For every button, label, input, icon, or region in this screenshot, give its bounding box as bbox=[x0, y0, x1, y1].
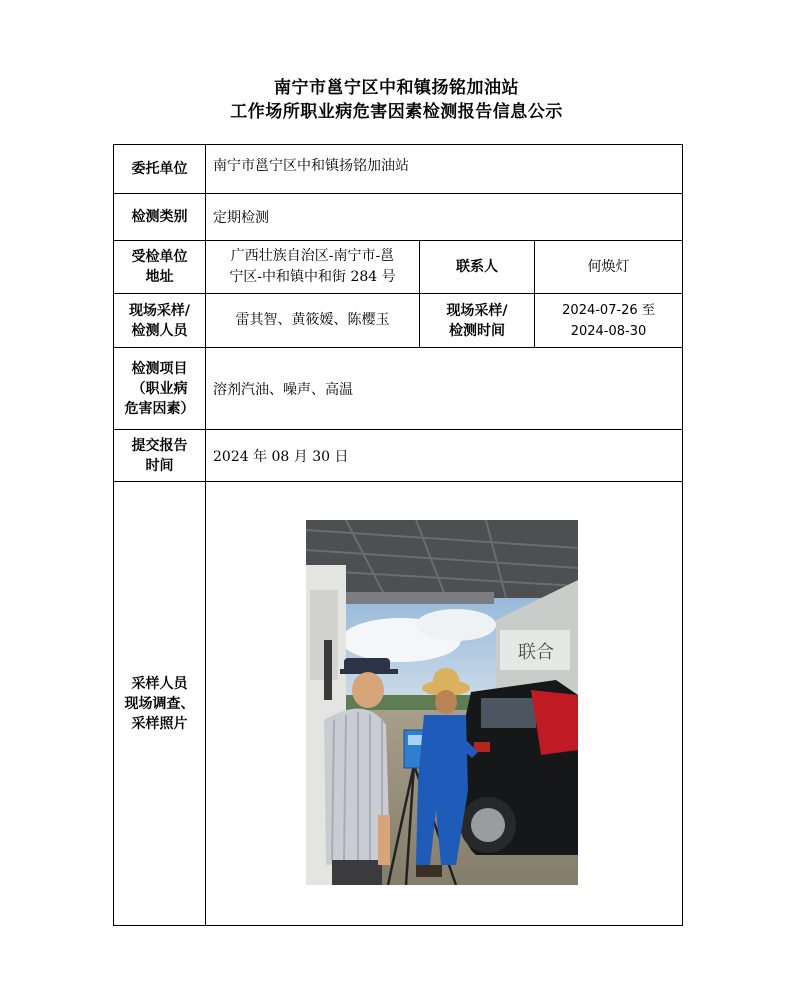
table-row bbox=[114, 482, 683, 926]
photo-cell bbox=[206, 482, 683, 926]
staff-label-line1: 现场采样/ bbox=[128, 302, 191, 319]
type-label: 检测类别 bbox=[131, 209, 188, 225]
staff-label-cell bbox=[114, 294, 206, 348]
time-value-line2: 2024-08-30 bbox=[570, 323, 647, 339]
station-sign-text: 联合 bbox=[518, 642, 554, 663]
type-label-cell bbox=[114, 194, 206, 241]
address-label-cell bbox=[114, 241, 206, 294]
client-value-cell bbox=[206, 145, 683, 194]
time-value-line1: 2024-07-26 至 bbox=[562, 302, 655, 318]
items-value: 溶剂汽油、噪声、高温 bbox=[213, 381, 353, 398]
report-value: 2024 年 08 月 30 日 bbox=[213, 448, 349, 465]
client-value: 南宁市邕宁区中和镇扬铭加油站 bbox=[213, 158, 409, 174]
address-value-line2: 宁区-中和镇中和街 284 号 bbox=[229, 269, 396, 285]
table-row bbox=[114, 430, 683, 482]
items-label-line2: （职业病 bbox=[131, 380, 188, 397]
address-label-line2: 地址 bbox=[145, 269, 174, 285]
table-row bbox=[114, 241, 683, 294]
table-row bbox=[114, 194, 683, 241]
time-value-cell bbox=[535, 294, 683, 348]
client-label: 委托单位 bbox=[131, 161, 188, 177]
report-value-cell bbox=[206, 430, 683, 482]
doc-title-line2: 工作场所职业病危害因素检测报告信息公示 bbox=[230, 102, 563, 122]
table-row bbox=[114, 294, 683, 348]
staff-value: 雷其智、黄筱嫒、陈樱玉 bbox=[235, 312, 390, 328]
contact-value-cell bbox=[535, 241, 683, 294]
client-label-cell bbox=[114, 145, 206, 194]
items-label-cell bbox=[114, 348, 206, 430]
report-label-line1: 提交报告 bbox=[131, 437, 188, 454]
type-value: 定期检测 bbox=[213, 210, 269, 226]
time-label-line2: 检测时间 bbox=[449, 322, 505, 339]
report-label-cell bbox=[114, 430, 206, 482]
report-label-line2: 时间 bbox=[145, 457, 174, 474]
time-label-line1: 现场采样/ bbox=[446, 302, 508, 319]
items-label-line3: 危害因素） bbox=[124, 400, 195, 417]
photo-label-line2: 现场调查、 bbox=[124, 695, 195, 712]
photo-label-cell bbox=[114, 482, 206, 926]
type-value-cell bbox=[206, 194, 683, 241]
staff-label-line2: 检测人员 bbox=[131, 322, 188, 339]
table-row bbox=[114, 348, 683, 430]
address-value-line1: 广西壮族自治区-南宁市-邕 bbox=[230, 248, 395, 264]
sampling-photo-illustration bbox=[306, 520, 578, 885]
sampling-photo bbox=[306, 520, 578, 885]
address-value-cell bbox=[206, 241, 420, 294]
staff-value-cell bbox=[206, 294, 420, 348]
contact-label: 联系人 bbox=[456, 259, 498, 275]
contact-label-cell bbox=[420, 241, 535, 294]
photo-label-line3: 采样照片 bbox=[131, 715, 188, 732]
address-label-line1: 受检单位 bbox=[131, 249, 188, 265]
table-row bbox=[114, 145, 683, 194]
info-table bbox=[113, 144, 683, 926]
items-label-line1: 检测项目 bbox=[131, 360, 188, 377]
doc-title-line1: 南宁市邕宁区中和镇扬铭加油站 bbox=[274, 78, 519, 98]
time-label-cell bbox=[420, 294, 535, 348]
photo-label-line1: 采样人员 bbox=[131, 675, 188, 692]
contact-value: 何焕灯 bbox=[587, 258, 630, 275]
items-value-cell bbox=[206, 348, 683, 430]
